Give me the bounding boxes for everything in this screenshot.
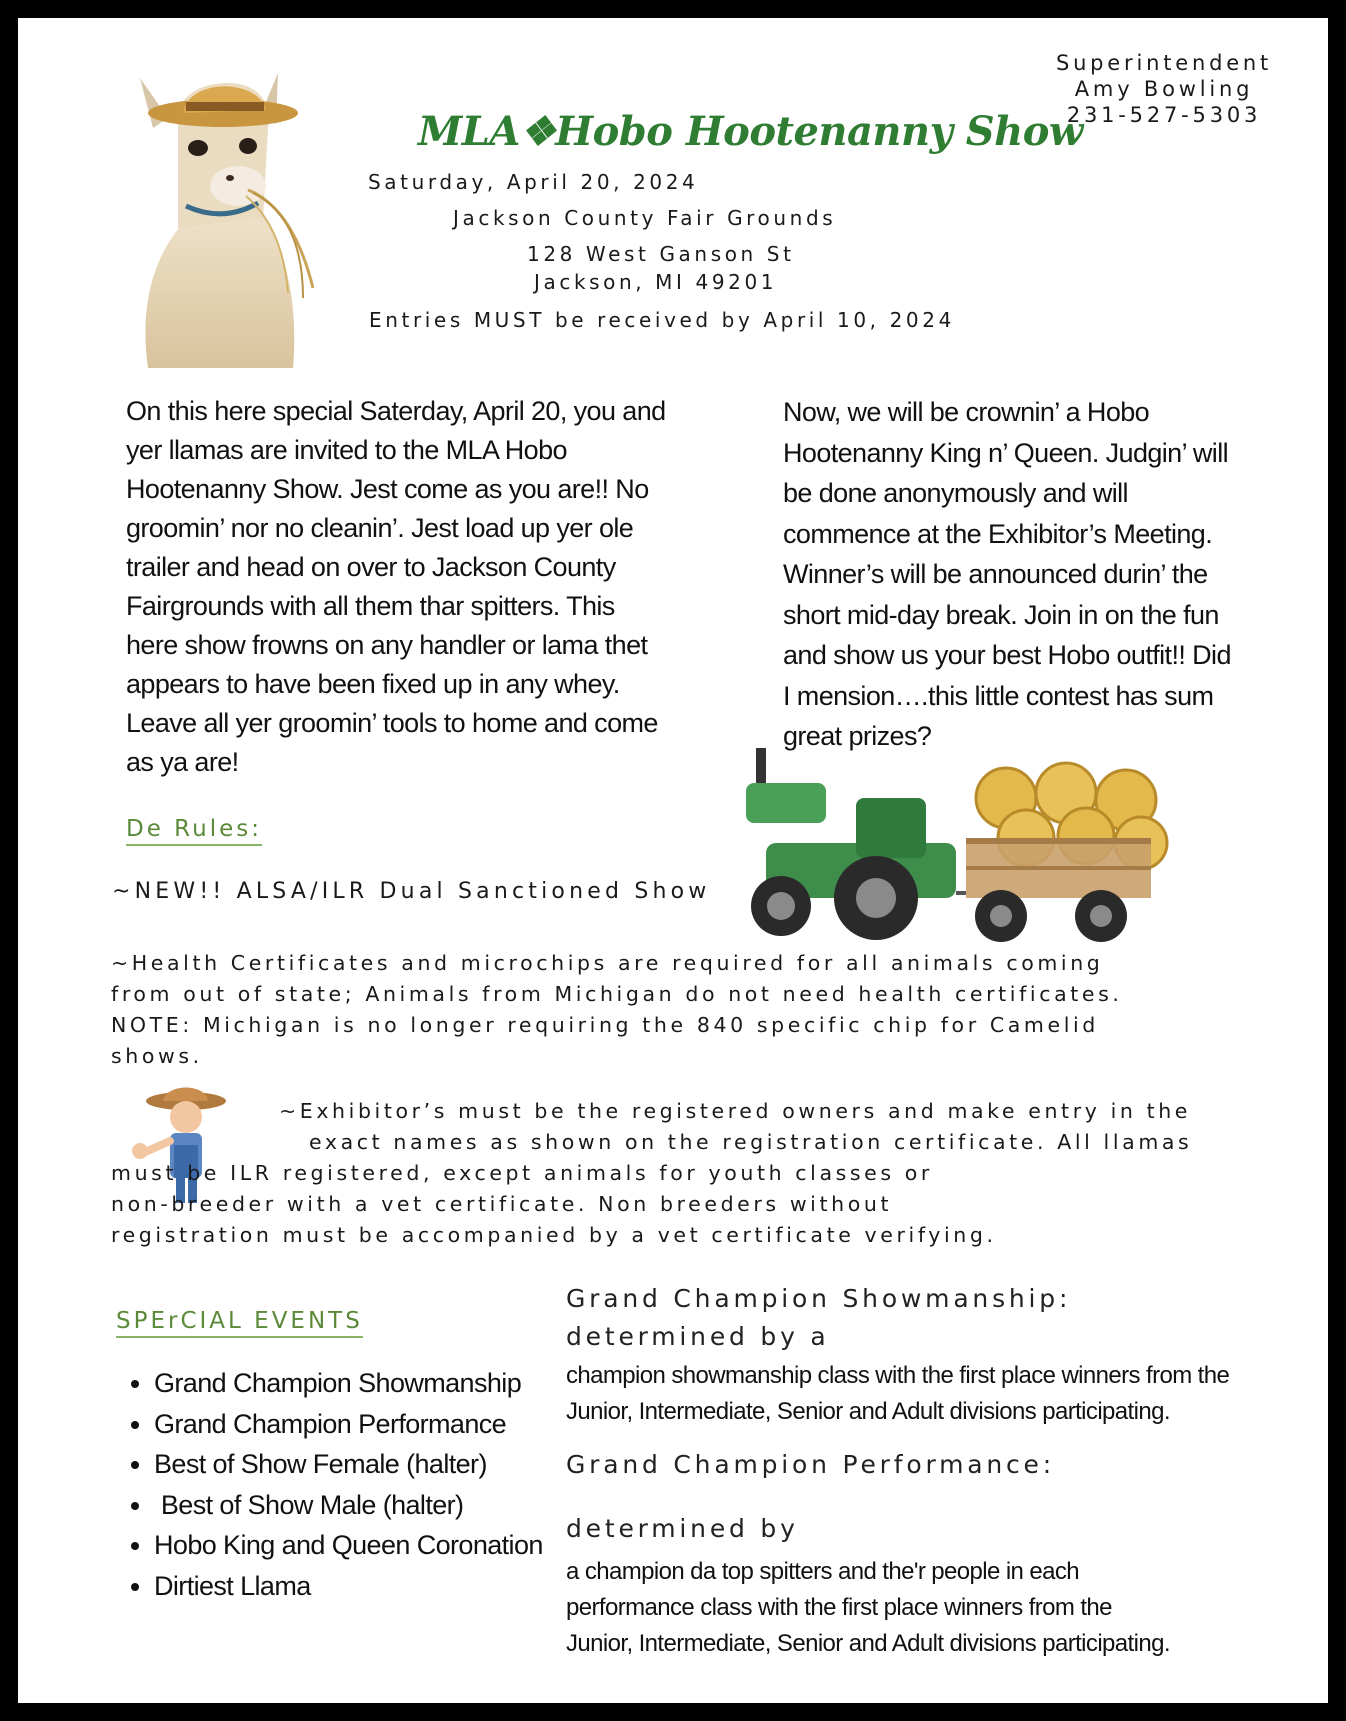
performance-title: Grand Champion Performance: bbox=[566, 1450, 1055, 1479]
special-events-list bbox=[128, 1363, 543, 1606]
rules-heading: De Rules: bbox=[126, 816, 262, 846]
rule-exhibitors bbox=[111, 1096, 1192, 1251]
performance-description bbox=[566, 1554, 1170, 1662]
intro-right bbox=[783, 392, 1283, 757]
intro-line: short mid-day break. Join in on the fun bbox=[783, 599, 1219, 630]
intro-line: and show us your best Hobo outfit!! Did bbox=[783, 640, 1231, 670]
list-item: • Grand Champion Performance bbox=[154, 1404, 543, 1445]
intro-line: be done anonymously and will bbox=[783, 478, 1128, 508]
rule-line: NOTE: Michigan is no longer requiring the 840 specific chip for Camelid bbox=[111, 1013, 1099, 1037]
rule-line: non-breeder with a vet certificate. Non breeders without bbox=[111, 1192, 893, 1216]
superintendent-contact bbox=[1034, 50, 1294, 128]
intro-line: trailer and head on over to Jackson County bbox=[126, 552, 616, 582]
show-title: MLA❖Hobo Hootenanny Show bbox=[418, 108, 1083, 155]
intro-line: as ya are! bbox=[126, 747, 239, 777]
entry-deadline: Entries MUST be received by April 10, 2024 bbox=[369, 308, 955, 332]
text-line: Junior, Intermediate, Senior and Adult divisions participating. bbox=[566, 1630, 1170, 1657]
rule-line: from out of state; Animals from Michigan do not need health certificates. bbox=[111, 982, 1123, 1006]
rule-line: ~Exhibitor’s must be the registered owners and make entry in the bbox=[279, 1099, 1192, 1123]
showmanship-subtitle: determined by a bbox=[566, 1322, 830, 1351]
venue-name: Jackson County Fair Grounds bbox=[453, 206, 837, 230]
rule-health-certificates bbox=[111, 948, 1122, 1072]
rule-line: ~Health Certificates and microchips are required for all animals coming bbox=[111, 951, 1104, 975]
rule-line: exact names as shown on the registration certificate. All llamas bbox=[309, 1130, 1193, 1154]
superintendent-name: Amy Bowling bbox=[1074, 77, 1254, 101]
rule-line: must be ILR registered, except animals for youth classes or bbox=[111, 1161, 933, 1185]
intro-line: appears to have been fixed up in any whey. bbox=[126, 669, 620, 699]
intro-left bbox=[126, 392, 686, 782]
intro-line: Hootenanny Show. Jest come as you are!! No bbox=[126, 474, 649, 504]
intro-line: Now, we will be crownin’ a Hobo bbox=[783, 397, 1150, 427]
list-item: • Best of Show Female (halter) bbox=[154, 1444, 543, 1485]
intro-line: Fairgrounds with all them thar spitters. This bbox=[126, 591, 615, 621]
text-line: performance class with the first place winners from the bbox=[566, 1594, 1112, 1621]
venue-city: Jackson, MI 49201 bbox=[534, 270, 778, 294]
intro-line: I mension….this little contest has sum bbox=[783, 680, 1214, 711]
special-events-heading: SPErCIAL EVENTS bbox=[116, 1308, 363, 1338]
list-item: • Hobo King and Queen Coronation bbox=[154, 1525, 543, 1566]
text-line: champion showmanship class with the first place winners from the bbox=[566, 1362, 1230, 1389]
text-line: Junior, Intermediate, Senior and Adult divisions participating. bbox=[566, 1398, 1170, 1425]
venue-street: 128 West Ganson St bbox=[527, 242, 795, 266]
show-date: Saturday, April 20, 2024 bbox=[368, 170, 699, 194]
showmanship-description bbox=[566, 1358, 1229, 1430]
llama-illustration bbox=[118, 58, 348, 368]
rule-line: shows. bbox=[111, 1044, 203, 1068]
intro-line: Winner’s will be announced durin’ the bbox=[783, 559, 1208, 589]
intro-line: here show frowns on any handler or lama thet bbox=[126, 630, 648, 660]
list-item: • Best of Show Male (halter) bbox=[154, 1485, 543, 1526]
superintendent-phone: 231-527-5303 bbox=[1066, 103, 1262, 127]
performance-subtitle: determined by bbox=[566, 1514, 799, 1543]
rule-dual-sanctioned: ~NEW!! ALSA/ILR Dual Sanctioned Show bbox=[112, 879, 711, 904]
text-line: a champion da top spitters and the'r people in each bbox=[566, 1558, 1080, 1585]
tractor-hay-illustration bbox=[726, 738, 1186, 948]
intro-line: Leave all yer groomin’ tools to home and come bbox=[126, 708, 658, 738]
rule-line: registration must be accompanied by a vet certificate verifying. bbox=[111, 1223, 997, 1247]
intro-line: great prizes? bbox=[783, 721, 932, 751]
intro-line: commence at the Exhibitor’s Meeting. bbox=[783, 518, 1213, 549]
list-item: • Grand Champion Showmanship bbox=[154, 1363, 543, 1404]
intro-line: yer llamas are invited to the MLA Hobo bbox=[126, 435, 567, 465]
list-item: • Dirtiest Llama bbox=[154, 1566, 543, 1607]
intro-line: On this here special Saterday, April 20, you and bbox=[126, 396, 666, 426]
intro-line: Hootenanny King n’ Queen. Judgin’ will bbox=[783, 437, 1228, 468]
showmanship-title: Grand Champion Showmanship: bbox=[566, 1284, 1072, 1313]
flyer-page bbox=[18, 18, 1328, 1703]
superintendent-label: Superintendent bbox=[1055, 51, 1273, 75]
intro-line: groomin’ nor no cleanin’. Jest load up yer ole bbox=[126, 513, 634, 543]
